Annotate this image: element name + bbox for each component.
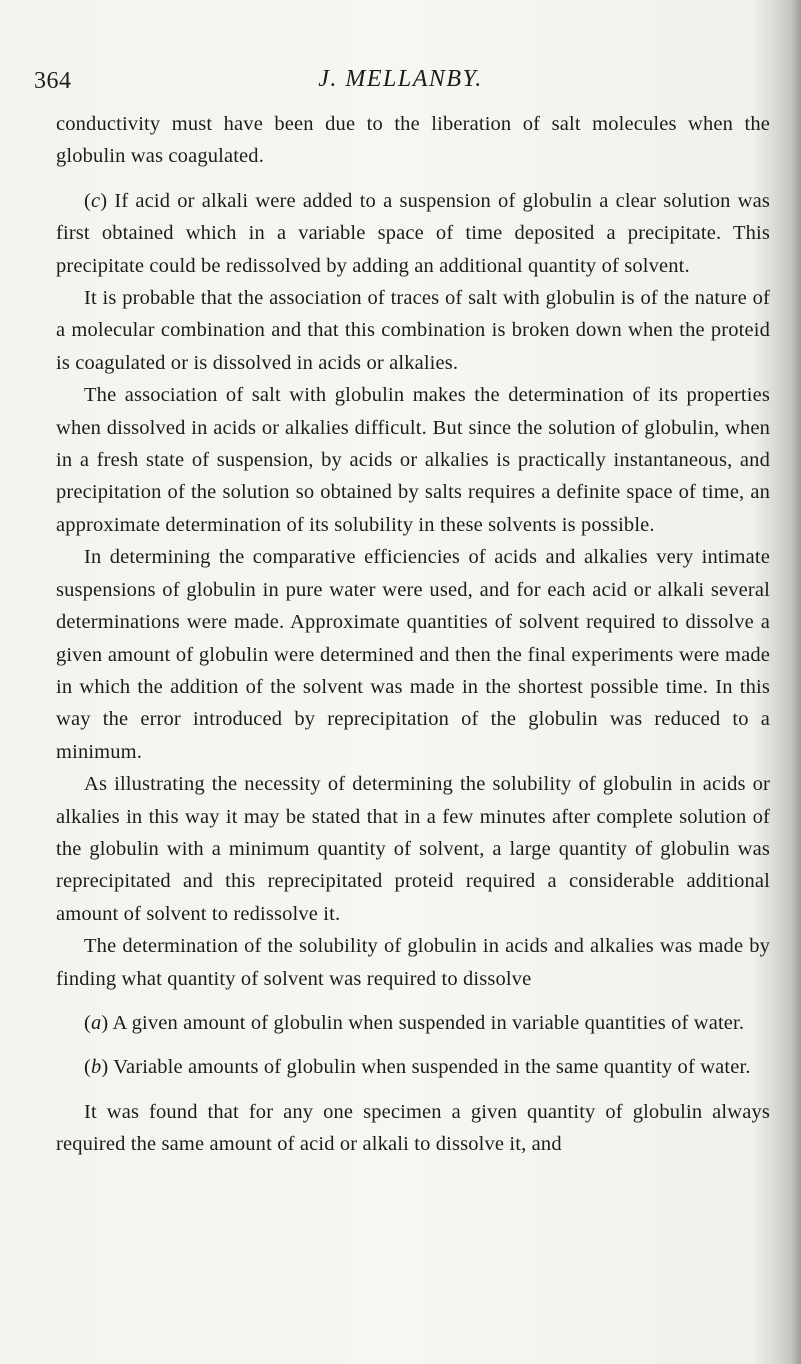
- paragraph-label: b: [90, 1056, 102, 1079]
- paragraph-text: In determining the comparative efficiencies of acids and alkalies very intimate suspensions of globulin in pure water were used, and for each acid or alkali several determinations were made. Approximate quantities of solvent required to dissolve a given amount of globulin were determined and then the final experiments were made in which the addition of the solvent was made in the shortest possible time. In this way the error introduced by reprecipitation of the globulin was reduced to a minimum.: [56, 546, 770, 763]
- body-text: [56, 108, 770, 1161]
- paragraph-label: a: [90, 1011, 102, 1034]
- paragraph-text: As illustrating the necessity of determining the solubility of globulin in acids or alkalies in this way it may be stated that in a few minutes after complete solution of the globulin with a minimum quantity of solvent, a large quantity of globulin was reprecipitated and this reprecipitated proteid required a considerable additional amount of solvent to redissolve it.: [56, 773, 770, 925]
- paragraph-text: The association of salt with globulin makes the determination of its properties when dissolved in acids or alkalies difficult. But since the solution of globulin, when in a fresh state of suspension, by acids or alkalies is practically instantaneous, and precipitation of the solution so obtained by salts requires a definite space of time, an approximate determination of its solubility in these solvents is possible.: [56, 384, 770, 536]
- page-header: [0, 62, 801, 102]
- paragraph-10: [56, 1096, 770, 1161]
- paragraph-4: [56, 379, 770, 541]
- paragraph-text: If acid or alkali were added to a suspension of globulin a clear solution was first obtained which in a variable space of time deposited a precipitate. This precipitate could be redissolved by adding an additional quantity of solvent.: [56, 189, 770, 277]
- paragraph-5: [56, 541, 770, 768]
- paragraph-1: [56, 108, 770, 173]
- paragraph-text: It was found that for any one specimen a given quantity of globulin always required the same amount of acid or alkali to dissolve it, and: [56, 1100, 770, 1156]
- paragraph-b: (b) Variable amounts of globulin when suspended in the same quantity of water.: [84, 1056, 751, 1079]
- page-number: 364: [34, 68, 72, 94]
- paragraph-text: It is probable that the association of traces of salt with globulin is of the nature of a molecular combination and that this combination is broken down when the proteid is coagulated or is dissolved in acids or alkalies.: [56, 287, 770, 374]
- paragraph-text: Variable amounts of globulin when suspended in the same quantity of water.: [113, 1056, 751, 1079]
- paragraph-c: (c) If acid or alkali were added to a suspension of globulin a clear solution was first obtained which in a variable space of time deposited a precipitate. This precipitate could be redissolved by adding an additional quantity of solvent.: [56, 189, 770, 277]
- paragraph-text: The determination of the solubility of globulin in acids and alkalies was made by finding what quantity of solvent was required to dissolve: [56, 935, 770, 990]
- paragraph-label: c: [90, 189, 101, 212]
- paragraph-text: A given amount of globulin when suspended in variable quantities of water.: [112, 1011, 745, 1034]
- paragraph-7: [56, 930, 770, 995]
- running-head: J. MELLANBY.: [318, 66, 483, 92]
- page-edge-shadow: [791, 0, 801, 1364]
- paragraph-3: [56, 282, 770, 379]
- paragraph-text: conductivity must have been due to the liberation of salt molecules when the globulin was coagulated.: [56, 113, 770, 168]
- paragraph-6: [56, 768, 770, 930]
- paragraph-a: (a) A given amount of globulin when suspended in variable quantities of water.: [84, 1011, 745, 1034]
